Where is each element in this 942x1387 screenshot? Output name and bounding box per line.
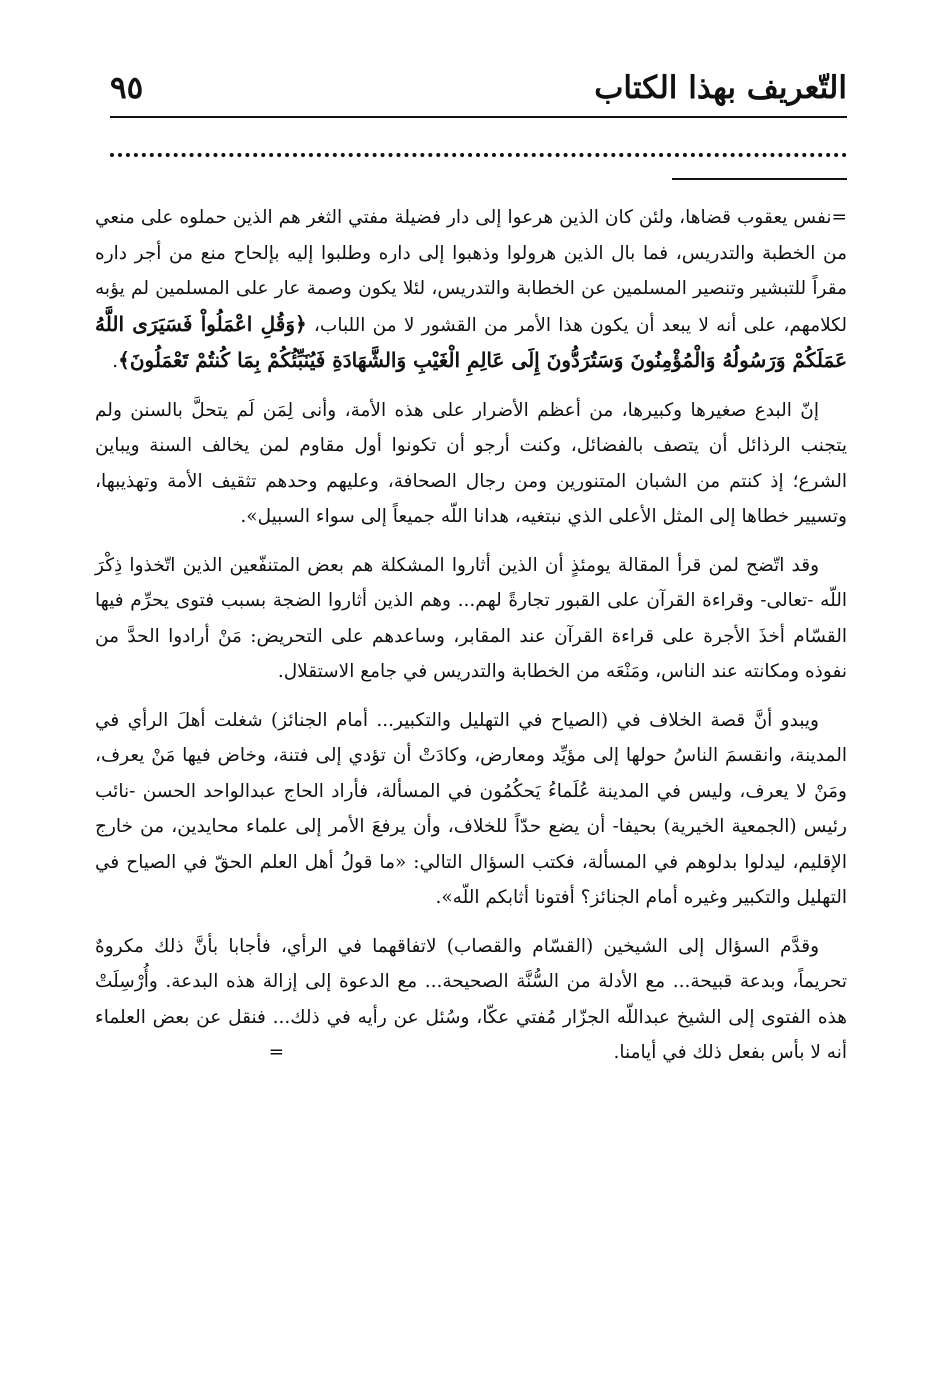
dotted-separator	[110, 153, 847, 157]
chapter-title: التّعريف بهذا الكتاب	[594, 70, 847, 106]
paragraph-1-end: .	[112, 351, 119, 372]
running-header	[110, 66, 847, 116]
paragraph-2: إنّ البدع صغيرها وكبيرها، من أعظم الأضرار على هذه الأمة، وأنى لِمَن لَم يتحلَّ بالسنن ولم يتجنب الرذائل أن يتصف بالفضائل، وكنت أرجو أن تكونوا أول مقاوم لمن يخالف السنة ويباين الشرع؛ إذ كنتم من الشبان المتنورين ومن رجال الصحافة، وعليهم وحدهم تثقيف الأمة وتهذيبها، وتسيير خطاها إلى المثل الأعلى الذي نبتغيه، هدانا اللّه جميعاً إلى سواء السبيل».	[95, 399, 847, 527]
paragraph-3: وقد اتّضح لمن قرأ المقالة يومئذٍ أن الذين أثاروا المشكلة هم بعض المتنفّعين الذين اتّخذوا ذِكْرَ اللّه -تعالى- وقراءة القرآن على القبور تجارةً لهم... وهم الذين أثاروا الضجة بسبب فتوى يحرِّم فيها القسّام أخذَ الأجرة على قراءة القرآن عند المقابر، وساعدهم على التحريض: مَنْ أرادوا الحدَّ من نفوذه ومكانته عند الناس، ومَنْعَه من الخطابة والتدريس في جامع الاستقلال.	[95, 554, 847, 682]
paragraph-5	[95, 929, 847, 1071]
paragraph-1-text: =نفس يعقوب قضاها، ولئن كان الذين هرعوا إلى دار فضيلة مفتي الثغر هم الذين حملوه على منعي من الخطبة والتدريس، فما بال الذين هرولوا وذهبوا إلى داره وطلبوا إليه بإلحاح منع من أجر داره مقراً للتبشير وتنصير المسلمين عن الخطابة والتدريس، لئلا يكون وصمة عار على المسلمين لم يؤبه لكلامهم، على أنه لا يبعد أن يكون هذا الأمر من القشور لا من اللباب،	[95, 207, 848, 336]
paragraph-5-text: وقدَّم السؤال إلى الشيخين (القسّام والقصاب) لاتفاقهما في الرأي، فأجابا بأنَّ ذلك مكروهٌ تحريماً، وبدعة قبيحة... مع الأدلة من السُّنَّة الصحيحة... مع الدعوة إلى إزالة هذه البدعة. وأُرْسِلَتْ هذه الفتوى إلى الشيخ عبداللّه الجزّار مُفتي عكّا، وسُئل عن رأيه في ذلك... فنقل عن بعض العلماء أنه لا بأس بفعل ذلك في أيامنا.	[95, 935, 847, 1063]
quran-verse: ﴿وَقُلِ اعْمَلُواْ فَسَيَرَى اللَّهُ عَمَلَكُمْ وَرَسُولُهُ وَالْمُؤْمِنُونَ وَسَتُرَدُّونَ إِلَى عَالِمِ الْغَيْبِ وَالشَّهَادَةِ فَيُنَبِّئُكُمْ بِمَا كُنتُمْ تَعْمَلُونَ﴾	[95, 311, 847, 372]
continuation-mark: =	[268, 1042, 285, 1063]
footnote-rule	[672, 178, 847, 180]
paragraph-4: ويبدو أنَّ قصة الخلاف في (الصياح في التهليل والتكبير... أمام الجنائز) شغلت أهلَ الرأي في المدينة، وانقسمَ الناسُ حولها إلى مؤيِّد ومعارض، وكادَتْ أن تؤدي إلى فتنة، وخاض فيها مَنْ يعرف، ومَنْ لا يعرف، وليس في المدينة عُلَماءُ يَحكُمُون في المسألة، فأراد الحاج عبدالواحد الحسن -نائب رئيس (الجمعية الخيرية) بحيفا- أن يضع حدّاً للخلاف، وأن يرفعَ الأمر إلى علماء محايدين، من خارج الإقليم، ليدلوا بدلوهم في المسألة، فكتب السؤال التالي: «ما قولُ أهل العلم الحقّ في الصياح في التهليل والتكبير وغيره أمام الجنائز؟ أفتونا أثابكم اللّه».	[95, 709, 847, 908]
header-rule	[110, 116, 847, 118]
page-body	[95, 200, 847, 1084]
paragraph-1	[95, 200, 847, 380]
page-number: ٩٥	[110, 70, 144, 106]
